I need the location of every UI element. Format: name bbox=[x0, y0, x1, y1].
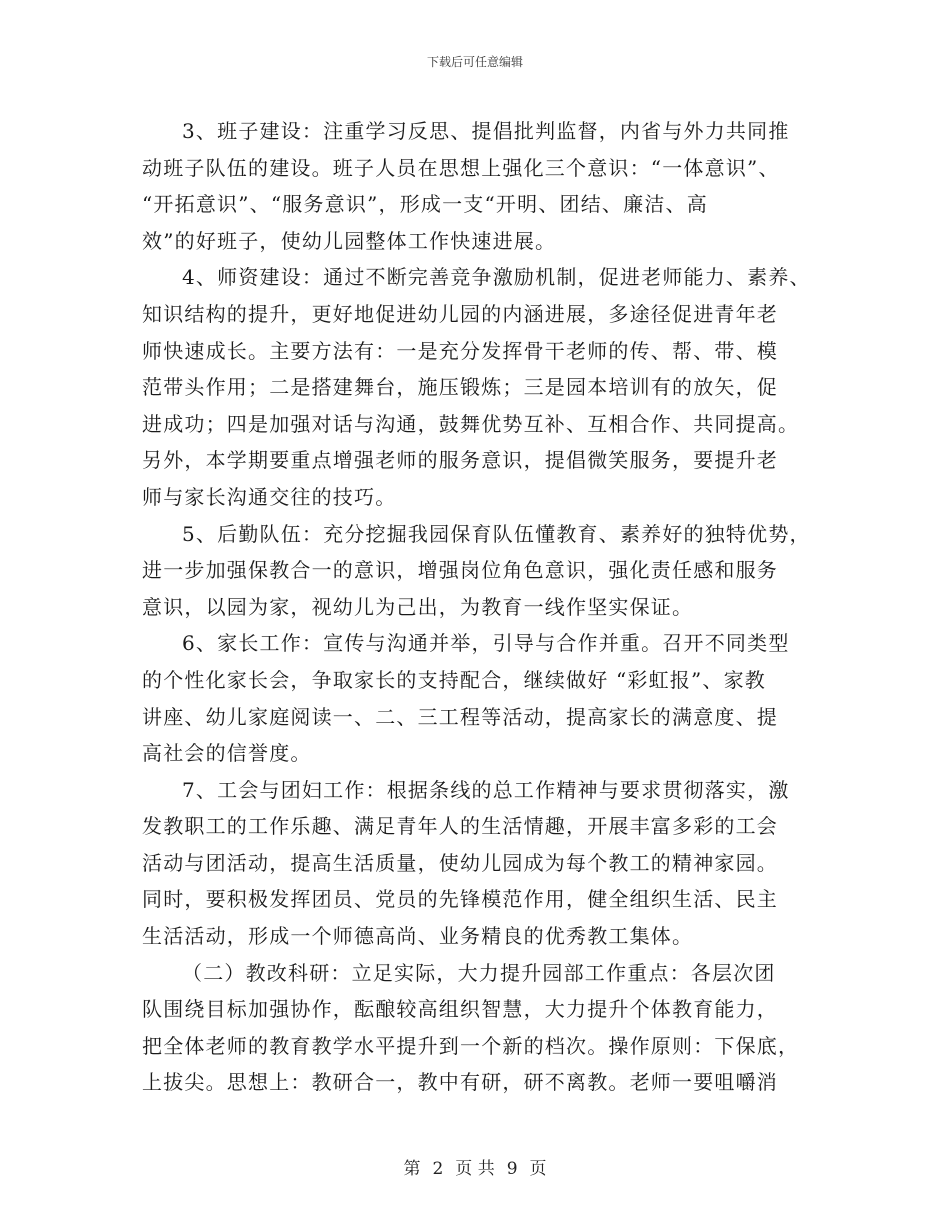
paragraph-line: 知识结构的提升，更好地促进幼儿园的内涵进展，多途径促进青年老 bbox=[142, 301, 778, 326]
paragraph-line: 生活活动，形成一个师德高尚、业务精良的优秀教工集体。 bbox=[142, 924, 694, 949]
page-number-suffix: 页 bbox=[529, 1159, 547, 1179]
paragraph-line: 6、家长工作：宣传与沟通并举，引导与合作并重。召开不同类型 bbox=[182, 631, 790, 656]
paragraph-line: “开拓意识”、“服务意识”，形成一支“开明、团结、廉洁、高 bbox=[142, 192, 708, 217]
document-body bbox=[142, 113, 822, 1101]
paragraph-line: 发教职工的工作乐趣、满足青年人的生活情趣，开展丰富多彩的工会 bbox=[142, 814, 778, 839]
page-header: 下载后可任意编辑 bbox=[426, 55, 523, 69]
paragraph-line: 4、师资建设：通过不断完善竞争激励机制，促进老师能力、素养、 bbox=[182, 265, 811, 290]
paragraph-line: 的个性化家长会，争取家长的支持配合，继续做好 “彩虹报”、家教 bbox=[142, 667, 767, 692]
paragraph-line: 效”的好班子，使幼儿园整体工作快速进展。 bbox=[142, 228, 557, 253]
paragraph-line: 讲座、幼儿家庭阅读一、二、三工程等活动，提高家长的满意度、提 bbox=[142, 704, 778, 729]
paragraph-line: 同时，要积极发挥团员、党员的先锋模范作用，健全组织生活、民主 bbox=[142, 887, 778, 912]
paragraph-line: 3、班子建设：注重学习反思、提倡批判监督，内省与外力共同推 bbox=[182, 119, 790, 143]
paragraph-line: 范带头作用；二是搭建舞台，施压锻炼；三是园本培训有的放矢，促 bbox=[142, 375, 778, 400]
total-page-count: 9 bbox=[506, 1159, 518, 1179]
paragraph-line: 5、后勤队伍：充分挖掘我园保育队伍懂教育、素养好的独特优势， bbox=[182, 521, 811, 546]
paragraph-line: 师与家长沟通交往的技巧。 bbox=[142, 484, 397, 509]
paragraph-line: （二）教改科研：立足实际，大力提升园部工作重点：各层次团 bbox=[182, 960, 776, 985]
paragraph-line: 上拔尖。思想上：教研合一，教中有研，研不离教。老师一要咀嚼消 bbox=[142, 1070, 778, 1095]
paragraph-line: 动班子队伍的建设。班子人员在思想上强化三个意识：“一体意识”、 bbox=[142, 155, 780, 180]
paragraph-line: 意识，以园为家，视幼儿为己出，为教育一线作坚实保证。 bbox=[142, 594, 694, 619]
paragraph-line: 把全体老师的教育教学水平提升到一个新的档次。操作原则：下保底， bbox=[142, 1033, 800, 1058]
paragraph-line: 师快速成长。主要方法有：一是充分发挥骨干老师的传、帮、带、模 bbox=[142, 338, 778, 363]
paragraph-line: 进成功；四是加强对话与沟通，鼓舞优势互补、互相合作、共同提高。 bbox=[142, 411, 800, 436]
page-footer bbox=[0, 1154, 950, 1179]
paragraph-line: 活动与团活动，提高生活质量，使幼儿园成为每个教工的精神家园。 bbox=[142, 850, 778, 875]
page-number-middle: 页 共 bbox=[455, 1159, 495, 1179]
paragraph-line: 队围绕目标加强协作，酝酿较高组织智慧，大力提升个体教育能力， bbox=[142, 997, 778, 1022]
paragraph-line: 另外，本学期要重点增强老师的服务意识，提倡微笑服务，要提升老 bbox=[142, 448, 778, 473]
current-page-number: 2 bbox=[432, 1159, 444, 1179]
paragraph-line: 高社会的信誉度。 bbox=[142, 741, 312, 766]
page-number-prefix: 第 bbox=[403, 1159, 421, 1179]
paragraph-line: 进一步加强保教合一的意识，增强岗位角色意识，强化责任感和服务 bbox=[142, 558, 778, 583]
paragraph-line: 7、工会与团妇工作：根据条线的总工作精神与要求贯彻落实，激 bbox=[182, 777, 790, 802]
